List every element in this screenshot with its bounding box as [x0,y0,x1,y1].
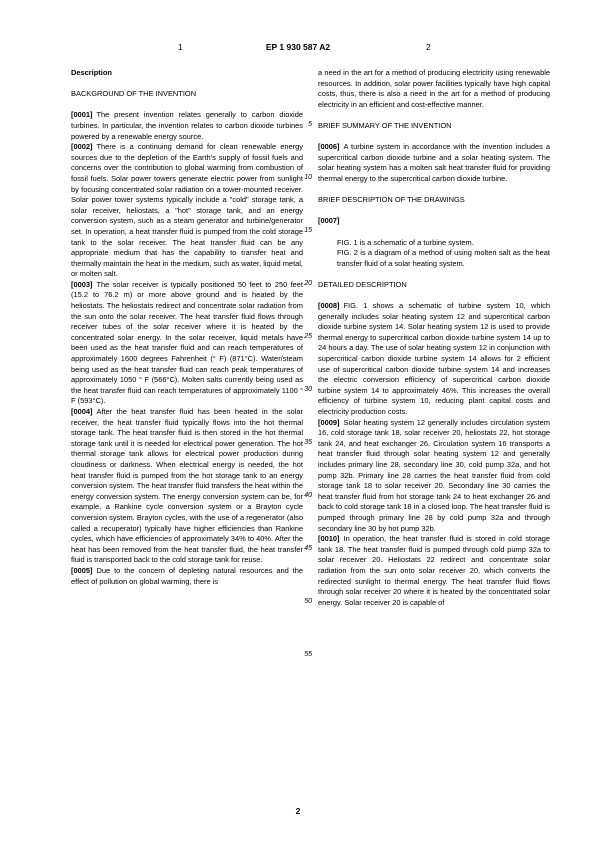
paragraph [71,407,303,566]
paragraph-number: [0003] [71,279,93,289]
paragraph-text: A turbine system in accordance with the invention includes a supercritical carbon dioxide turbine and a solar heating system. The solar heating system has a molten salt heat transfer fluid for providing thermal energy to the supercritical carbon dioxide turbine. [318,142,550,183]
paragraph-number: [0004] [71,407,93,416]
paragraph [318,142,550,184]
paragraph-text: After the heat transfer fluid has been heated in the solar receiver, the heat transfer fluid typically flows into the hot thermal storage tank. The heat transfer fluid is then stored in the hot thermal storage tank until it is needed for electrical power generation. The hot thermal storage tank allows for electrical power production during cloudiness or darkness. When electrical energy is needed, the hot heat transfer fluid is pumped from the hot storage tank to an energy conversion system. The heat transfer fluid transfers the heat within the energy conversion system. The energy conversion system can be, for example, a Rankine cycle conversion system or a Brayton cycle conversion system. Brayton cycles, with the use of a regenerator (also called a recuperator) typically have higher efficiencies than Rankine cycles, which have efficiencies of approximately 34% to 40%. After the heat has been removed from the heat transfer fluid, the heat transfer fluid is transported back to the cold storage tank for reuse. [71,407,303,565]
spacer [318,290,550,301]
paragraph-text: In operation, the heat transfer fluid is stored in cold storage tank 18. The heat transfer fluid is pumped through cold pump 32a to solar receiver 20. Heliostats 22 redirect and concentrate solar radiation from the sun onto solar receiver 20, which converts the redirected sunlight to thermal energy. The heat transfer fluid flows through solar receiver 20 where it is heated by the concentrated solar energy. Solar receiver 20 is capable of [318,534,550,607]
spacer [318,132,550,143]
paragraph-continuation: a need in the art for a method of producing electricity using renewable resources. In addition, solar power facilities typically have high capital costs, thus, there is also a need in the art for a method of producing electricity in an efficient and cost-effective manner. [318,68,550,109]
line-number: 15 [304,227,312,234]
spacer [318,206,550,217]
paragraph-text: There is a continuing demand for clean renewable energy sources due to the depletion of the Earth's supply of fossil fuels and concerns over the contribution to global warming from combustion of fossil fuels. Solar power towers generate electric power from sunlight by focusing concentrated solar radiation on a tower-mounted receiver. Solar power tower systems typically include a "cold" storage tank, a solar receiver, heliostats, a "hot" storage tank, and an energy conversion system, such as a steam generator and turbine/generator set. In operation, a heat transfer fluid is pumped from the cold storage tank to the solar receiver. The heat transfer fluid can be any appropriate medium that has the capability to transfer heat and thermally maintain the heat in the medium, such as water, liquid metal, or molten salt. [71,142,303,279]
line-number: 50 [304,598,312,605]
paragraph [71,142,303,280]
section-heading: BRIEF DESCRIPTION OF THE DRAWINGS [318,195,465,205]
line-number: 40 [304,492,312,499]
line-number: 30 [304,386,312,393]
section-heading: Description [71,68,112,77]
paragraph-text: Solar heating system 12 generally includes circulation system 16, cold storage tank 18, solar receiver 20, heliostats 22, hot storage tank 24, and heat exchanger 26. Circulation system 16 transports a heat transfer fluid through solar heating system 12 and generally includes primary line 28, secondary line 30, cold pump 32a, and hot pump 32b. Primary line 28 carries the heat transfer fluid from cold storage tank 18 to solar receiver 20. Secondary line 30 carries the heat transfer fluid from hot storage tank 24 to heat exchanger 26 and back to cold storage tank 18 in a closed loop. The heat transfer fluid is pumped through primary line 28 by cold pump 32a and through secondary line 30 by hot pump 32b. [318,417,550,533]
line-number: 45 [304,545,312,552]
paragraph [318,418,550,535]
line-number: 5 [308,121,312,128]
publication-number: EP 1 930 587 A2 [265,42,331,52]
paragraph-number: [0002] [71,142,93,152]
line-number: 55 [304,651,312,658]
section-heading: BACKGROUND OF THE INVENTION [71,89,197,99]
line-number: 35 [304,439,312,446]
page-number: 2 [295,806,301,816]
paragraph-text: FIG. 1 shows a schematic of turbine system 10, which generally includes solar heating system 12 and supercritical carbon dioxide turbine system 14. Solar heating system 12 is used to provide thermal energy to supercritical carbon dioxide turbine system 14 up to 24 hours a day. The use of solar heating system 12 in conjunction with supercritical carbon dioxide turbine system 14 allows for 2 efficient use of supercritical carbon dioxide turbine system 14 and increases the electric conversion efficiency of supercritical carbon dioxide turbine system 14 to approximately 46%. This increases the overall efficiency of turbine system 10, reducing plant capital costs and electricity production costs. [318,301,550,416]
line-number: 25 [304,333,312,340]
spacer [318,185,550,196]
spacer [318,110,550,121]
paragraph-text: Due to the concern of depleting natural resources and the effect of pollution on global warming, there is [71,565,303,586]
left-column [71,68,303,587]
paragraph-number: [0005] [71,565,93,575]
figure-description: FIG. 1 is a schematic of a turbine system. [337,237,474,247]
spacer [318,269,550,280]
paragraph-number: [0006] [318,142,340,152]
spacer [71,79,303,90]
section-heading: BRIEF SUMMARY OF THE INVENTION [318,120,452,130]
column-number-left: 1 [178,42,183,52]
paragraph [71,110,303,142]
paragraph-number: [0008] [318,301,340,311]
paragraph-number: [0001] [71,110,93,120]
line-number: 10 [304,174,312,181]
spacer [71,100,303,111]
right-column [318,68,550,608]
paragraph-text: The solar receiver is typically positioned 50 feet to 250 feet (15.2 to 76.2 m) or more above ground and is heated by the heliostats. The heliostats redirect and concentrate solar radiation from the sun onto the solar receiver. The heat transfer fluid flows through receiver tubes of the solar receiver where it is heated by the concentrated solar energy. In the solar receiver, liquid metals have been used as the heat transfer fluid and can reach temperatures of approximately 1600 degrees Fahrenheit (° F) (871°C). Water/steam being used as the heat transfer fluid can reach peak temperatures of approximately 1050 ° F (566°C). Molten salts currently being used as the heat transfer fluid can reach temperatures of approximately 1100 ° F (593°C). [71,279,303,406]
paragraph-text: The present invention relates generally to carbon dioxide turbines. In particular, the invention relates to carbon dioxide turbines powered by a renewable energy source. [71,110,303,141]
paragraph [318,301,550,418]
paragraph-number: [0010] [318,534,340,544]
line-number: 20 [304,280,312,287]
paragraph-number: [0009] [318,417,340,427]
spacer [318,227,550,238]
column-number-right: 2 [426,42,431,52]
paragraph [71,566,303,587]
paragraph [318,534,550,608]
section-heading: DETAILED DESCRIPTION [318,279,407,289]
figure-description: FIG. 2 is a diagram of a method of using molten salt as the heat transfer fluid of a solar heating system. [337,248,550,268]
section-heading: [0007] [318,216,340,226]
paragraph [71,280,303,407]
